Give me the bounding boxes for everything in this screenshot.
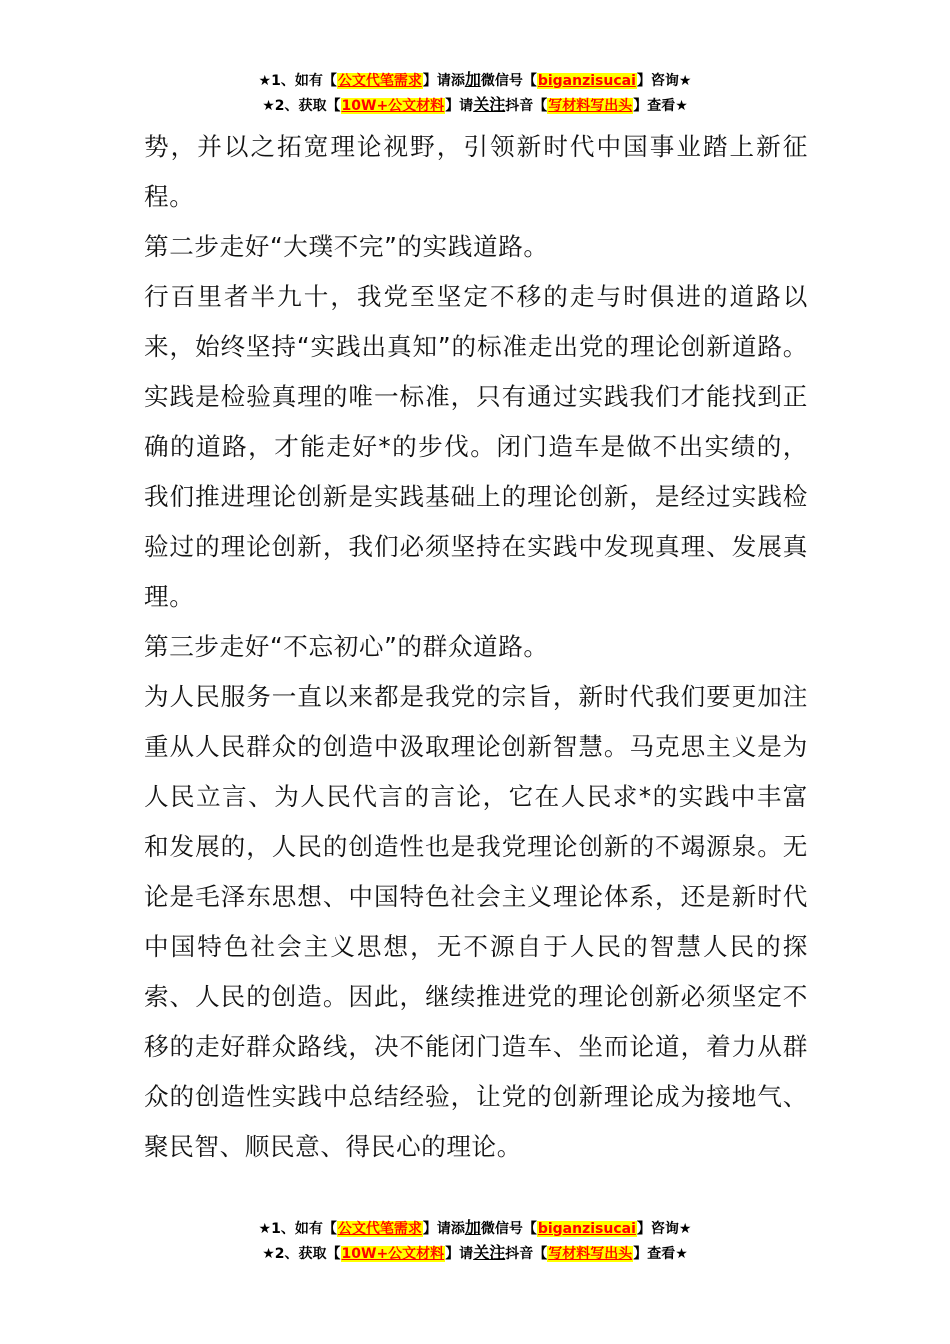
star-icon: ★ bbox=[258, 1221, 272, 1237]
document-body bbox=[144, 122, 808, 1172]
highlight-service: 公文代笔需求 bbox=[337, 73, 422, 89]
banner-text: 】咨询 bbox=[636, 73, 679, 89]
paragraph: 为人民服务一直以来都是我党的宗旨，新时代我们要更加注重从人民群众的创造中汲取理论创新智慧。马克思主义是为人民立言、为人民代言的言论，它在人民求*的实践中丰富和发展的，人民的创造性也是我党理论创新的不竭源泉。无论是毛泽东思想、中国特色社会主义理论体系，还是新时代中国特色社会主义思想，无不源自于人民的智慧人民的探索、人民的创造。因此，继续推进党的理论创新必须坚定不移的走好群众路线，决不能闭门造车、坐而论道，着力从群众的创造性实践中总结经验，让党的创新理论成为接地气、聚民智、顺民意、得民心的理论。 bbox=[144, 682, 808, 1161]
banner-line-1 bbox=[0, 68, 950, 93]
banner-text: 】请 bbox=[445, 98, 474, 114]
highlight-douyin-account: 写材料写出头 bbox=[548, 98, 633, 114]
star-icon: ★ bbox=[262, 1246, 275, 1262]
star-icon: ★ bbox=[678, 73, 692, 89]
banner-line-2 bbox=[0, 93, 950, 118]
paragraph: 行百里者半九十，我党至坚定不移的走与时俱进的道路以来，始终坚持“实践出真知”的标准走出党的理论创新道路。实践是检验真理的唯一标准，只有通过实践我们才能找到正确的道路，才能走好*的步伐。闭门造车是做不出实绩的，我们推进理论创新是实践基础上的理论创新，是经过实践检验过的理论创新，我们必须坚持在实践中发现真理、发展真理。 bbox=[144, 282, 808, 611]
banner-emphasis: 关注 bbox=[473, 95, 506, 114]
paragraph: 势，并以之拓宽理论视野，引领新时代中国事业踏上新征程。 bbox=[144, 132, 808, 211]
banner-text: 1、如有【 bbox=[271, 1221, 337, 1237]
banner-text: 】咨询 bbox=[636, 1221, 679, 1237]
star-icon: ★ bbox=[675, 1246, 688, 1262]
banner-text: 】查看 bbox=[633, 1246, 676, 1262]
section-heading: 第二步走好“大璞不完”的实践道路。 bbox=[144, 232, 549, 261]
star-icon: ★ bbox=[678, 1221, 692, 1237]
banner-emphasis: 关注 bbox=[473, 1243, 506, 1262]
banner-text: 】请 bbox=[445, 1246, 474, 1262]
star-icon: ★ bbox=[675, 98, 688, 114]
star-icon: ★ bbox=[258, 73, 272, 89]
banner-line-2 bbox=[0, 1241, 950, 1266]
banner-text: 微信号【 bbox=[480, 1221, 537, 1237]
highlight-service: 公文代笔需求 bbox=[337, 1221, 422, 1237]
star-icon: ★ bbox=[262, 98, 275, 114]
banner-text: 1、如有【 bbox=[271, 73, 337, 89]
highlight-wechat-id: biganzisucai bbox=[537, 73, 636, 89]
banner-text: 】请添 bbox=[422, 73, 465, 89]
banner-text: 2、获取【 bbox=[274, 1246, 341, 1262]
banner-text: 】请添 bbox=[422, 1221, 465, 1237]
banner-text: 抖音【 bbox=[505, 1246, 548, 1262]
footer-banner bbox=[0, 1216, 950, 1266]
banner-emphasis: 加 bbox=[464, 1218, 481, 1237]
banner-line-1 bbox=[0, 1216, 950, 1241]
highlight-materials: 10W+公文材料 bbox=[341, 1246, 445, 1262]
banner-text: 2、获取【 bbox=[274, 98, 341, 114]
banner-text: 微信号【 bbox=[480, 73, 537, 89]
highlight-wechat-id: biganzisucai bbox=[537, 1221, 636, 1237]
highlight-materials: 10W+公文材料 bbox=[341, 98, 445, 114]
highlight-douyin-account: 写材料写出头 bbox=[548, 1246, 633, 1262]
section-heading: 第三步走好“不忘初心”的群众道路。 bbox=[144, 632, 549, 661]
banner-text: 】查看 bbox=[633, 98, 676, 114]
banner-emphasis: 加 bbox=[464, 70, 481, 89]
header-banner bbox=[0, 68, 950, 118]
banner-text: 抖音【 bbox=[505, 98, 548, 114]
